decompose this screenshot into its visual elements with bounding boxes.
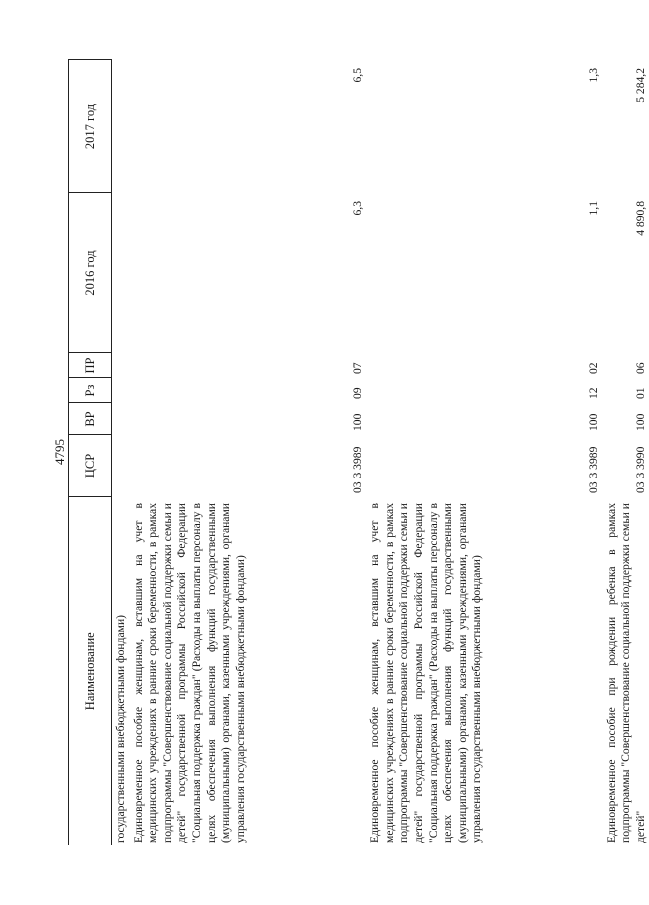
row-2017: 6,5 — [350, 68, 364, 83]
continuation-text: государственными внебюджетными фондами) — [114, 614, 127, 843]
row-rz: 12 — [587, 387, 601, 399]
budget-table — [68, 60, 649, 846]
row-csr-value: 03 3 3989 — [587, 446, 601, 493]
row-vr: 100 — [633, 413, 647, 431]
continuation-row — [112, 60, 129, 845]
row-name: Единовременное пособие при рождении ребенка в рамках подпрограммы "Совершенствование социальной поддержки семьи и детей" — [604, 503, 647, 843]
row-pr: 06 — [633, 362, 647, 374]
table-row — [365, 60, 602, 845]
row-pr: 02 — [587, 362, 601, 374]
header-2017: 2017 год — [69, 60, 112, 193]
row-2017: 1,3 — [587, 68, 601, 83]
header-vr: ВР — [69, 403, 112, 435]
row-csr-value: 03 3 3989 — [350, 446, 364, 493]
row-rz: 01 — [633, 387, 647, 399]
row-rz: 09 — [350, 387, 364, 399]
row-vr: 100 — [350, 413, 364, 431]
header-name: Наименование — [69, 497, 112, 845]
row-2016: 1,1 — [587, 201, 601, 216]
header-rz: Рз — [69, 378, 112, 403]
row-name: Единовременное пособие женщинам, вставшим на учет в медицинских учреждениях в ранние сроки беременности, в рамках подпрограммы "Совершенствование социальной поддержки семьи и детей" государственной программы Российской Федерации "Социальная поддержка граждан" (Расходы на выплаты персоналу в целях обеспечения выполнения функций государственными (муниципальными) органами, казенными учреждениями, органами управления государственными внебюджетными фондами) — [131, 503, 247, 843]
row-vr: 100 — [587, 413, 601, 431]
table-row — [602, 60, 649, 845]
row-pr: 07 — [350, 362, 364, 374]
header-pr: ПР — [69, 353, 112, 378]
header-2016: 2016 год — [69, 193, 112, 353]
rotated-table-container — [68, 60, 647, 845]
row-2017: 5 284,2 — [633, 68, 647, 103]
row-csr-value: 03 3 3990 — [633, 446, 647, 493]
row-csr — [129, 435, 366, 497]
row-2016: 6,3 — [350, 201, 364, 216]
header-csr: ЦСР — [69, 435, 112, 497]
table-row — [129, 60, 366, 845]
row-2016: 4 890,8 — [633, 201, 647, 236]
table-header-row — [69, 60, 112, 845]
page-number: 4795 — [52, 439, 67, 465]
row-name: Единовременное пособие женщинам, вставшим на учет в медицинских учреждениях в ранние сроки беременности, в рамках подпрограммы "Совершенствование социальной поддержки семьи и детей" государственной программы Российской Федерации "Социальная поддержка граждан" (Расходы на выплаты персоналу в целях обеспечения выполнения функций государственными (муниципальными) органами, казенными учреждениями, органами управления государственными внебюджетными фондами) — [368, 503, 484, 843]
